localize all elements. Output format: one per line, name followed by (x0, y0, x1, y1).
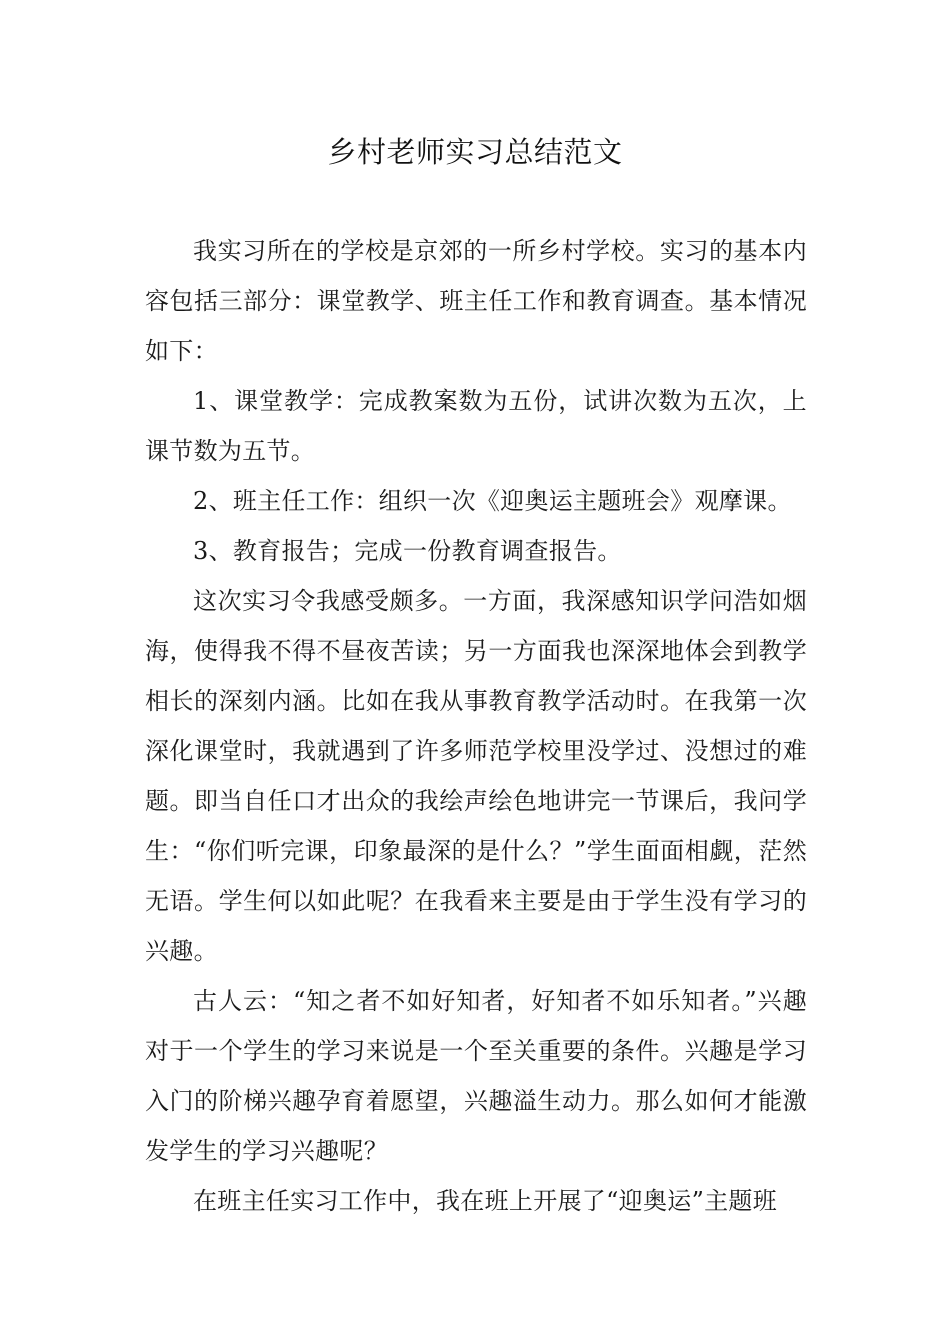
paragraph-item-3: 3、教育报告；完成一份教育调查报告。 (193, 537, 622, 565)
paragraph-item-1: 1、课堂教学：完成教案数为五份，试讲次数为五次，上课节数为五节。 (145, 387, 807, 465)
paragraph-class-meeting: 在班主任实习工作中，我在班上开展了“迎奥运”主题班 (193, 1187, 778, 1215)
paragraph-item-2: 2、班主任工作：组织一次《迎奥运主题班会》观摩课。 (193, 487, 792, 515)
paragraph-interest: 古人云：“知之者不如好知者，好知者不如乐知者。”兴趣对于一个学生的学习来说是一个至关重要的条件。兴趣是学习入门的阶梯兴趣孕育着愿望，兴趣溢生动力。那么如何才能激发学生的学习兴趣呢？ (145, 987, 807, 1165)
paragraph-reflection: 这次实习令我感受颇多。一方面，我深感知识学问浩如烟海，使得我不得不昼夜苦读；另一方面我也深深地体会到教学相长的深刻内涵。比如在我从事教育教学活动时。在我第一次深化课堂时，我就遇到了许多师范学校里没学过、没想过的难题。即当自任口才出众的我绘声绘色地讲完一节课后，我问学生：“你们听完课，印象最深的是什么？”学生面面相觑，茫然无语。学生何以如此呢？在我看来主要是由于学生没有学习的兴趣。 (145, 587, 807, 965)
document-title: 乡村老师实习总结范文 (327, 135, 623, 169)
document-body (145, 226, 807, 1226)
paragraph-intro: 我实习所在的学校是京郊的一所乡村学校。实习的基本内容包括三部分：课堂教学、班主任工作和教育调查。基本情况如下： (145, 237, 807, 365)
